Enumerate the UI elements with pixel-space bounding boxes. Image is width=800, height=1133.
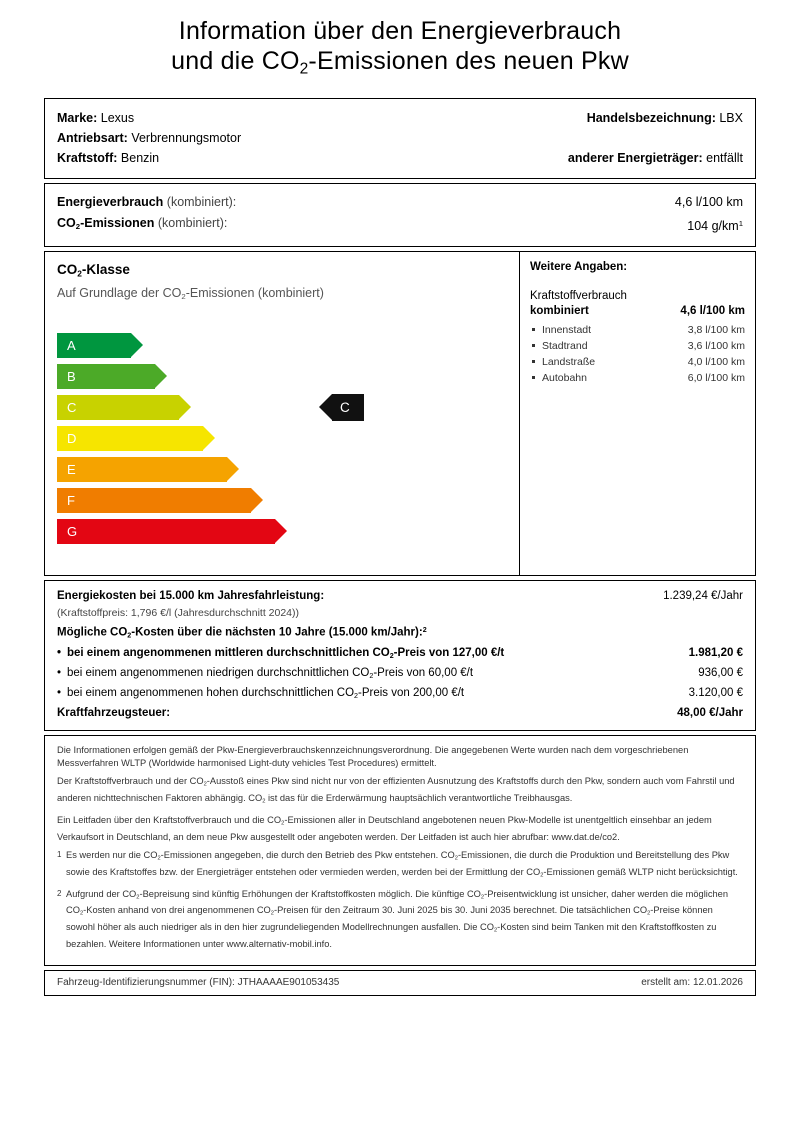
other-energy-value: entfällt <box>706 151 743 166</box>
energy-consumption-value: 4,6 l/100 km <box>674 195 743 210</box>
co2-class-letter: F <box>67 492 75 508</box>
co2-class-letter: C <box>67 399 77 415</box>
energy-consumption-label-text: Energieverbrauch <box>57 195 164 210</box>
drive-field <box>57 128 241 148</box>
co2-class-letter: D <box>67 430 77 446</box>
fuel-consumption-item <box>530 338 745 354</box>
co2-costs-heading: Mögliche $CO_2$-Kosten über die nächsten 10 Jahre (15.000 km/Jahr):$^2$ <box>57 626 427 641</box>
co2-class-arrow-a <box>57 333 131 358</box>
co2-class-row-e <box>57 454 507 485</box>
vin-field <box>57 977 339 988</box>
co2-class-letter: B <box>67 368 76 384</box>
co2-class-scale <box>45 252 519 575</box>
co2-class-subheading: Auf Grundlage der $CO_2$-Emissionen (kombiniert) <box>57 285 324 301</box>
page-title-line2: und die $CO_2$-Emissionen des neuen Pkw <box>171 47 629 78</box>
co2-class-row-g <box>57 516 507 547</box>
co2-cost-row-value: 1.981,20 € <box>688 647 743 660</box>
vehicle-row-fuel <box>57 148 743 168</box>
co2-label-sub: 2 <box>75 222 81 232</box>
co2-emissions-footnote-marker: 1 <box>738 219 743 229</box>
brand-label: Marke: <box>57 111 98 126</box>
co2-class-arrow-c <box>57 395 179 420</box>
fuel-consumption-item <box>530 370 745 386</box>
legal-notes-block <box>44 735 756 966</box>
co2-class-selected-marker: C <box>332 394 364 421</box>
co2-cost-row-value: 936,00 € <box>698 667 743 680</box>
fuel-consumption-item-value: 4,0 l/100 km <box>687 356 745 369</box>
co2-label-a: CO <box>57 216 76 231</box>
co2-class-row-b <box>57 361 507 392</box>
co2-class-row-a <box>57 330 507 361</box>
fuel-consumption-item-value: 3,6 l/100 km <box>687 340 745 353</box>
fuel-price-note: (Kraftstoffpreis: 1,796 €/l (Jahresdurchschnitt 2024)) <box>57 607 300 620</box>
vehicle-tax-value: 48,00 €/Jahr <box>677 706 743 719</box>
other-energy-field <box>568 148 743 168</box>
co2-cost-row-label: • bei einem angenommenen hohen durchschnittlichen $CO_2$-Preis von 200,00 €/t <box>57 685 464 705</box>
energy-consumption-label <box>57 192 236 213</box>
other-energy-label: anderer Energieträger: <box>567 151 703 166</box>
fuel-consumption-item-label: Innenstadt <box>530 322 591 338</box>
energy-consumption-row <box>57 192 743 213</box>
energy-costs-label: Energiekosten bei 15.000 km Jahresfahrleistung: <box>57 590 325 603</box>
co2-class-arrow-e <box>57 457 227 482</box>
co2-label-suffix: (kombiniert): <box>157 216 228 231</box>
vehicle-tax-label: Kraftfahrzeugsteuer: <box>57 706 171 719</box>
vehicle-row-brand <box>57 108 743 128</box>
legal-footnote-2-marker: 2 <box>57 888 62 898</box>
fuel-consumption-item-label: Landstraße <box>530 354 595 370</box>
fuel-consumption-breakdown-list <box>530 322 745 386</box>
co2-cost-row <box>57 685 743 705</box>
model-value: LBX <box>719 111 743 126</box>
vin-value: JTHAAAAE901053435 <box>237 977 340 989</box>
energy-costs-row <box>57 588 743 605</box>
legal-paragraph-1: Die Informationen erfolgen gemäß der Pkw-Energieverbrauchskennzeichnungsverordnung. Die angegebenen Werte wurden nach dem vorgeschriebenen Messverfahren WLTP (Worldwide harmonised Light-duty vehicles Test Procedures) ermittelt. <box>57 744 689 769</box>
model-label: Handelsbezeichnung: <box>586 111 716 126</box>
vehicle-tax-row <box>57 705 743 722</box>
co2-class-block <box>44 251 756 576</box>
co2-class-letter: G <box>67 523 78 539</box>
co2-emissions-label <box>57 213 227 237</box>
created-value: 12.01.2026 <box>692 977 743 989</box>
co2-cost-row-value: 3.120,00 € <box>688 687 743 699</box>
page-title <box>44 0 756 84</box>
costs-block <box>44 580 756 731</box>
fuel-field <box>57 148 159 168</box>
document-footer <box>44 970 756 996</box>
co2-class-heading: $CO_2$-Klasse <box>57 262 130 279</box>
co2-class-letter: A <box>67 337 76 353</box>
brand-field <box>57 108 134 128</box>
co2-class-letter: E <box>67 461 76 477</box>
fuel-consumption-combined-row <box>530 304 745 319</box>
energy-consumption-label-suffix: (kombiniert): <box>166 195 237 210</box>
fuel-label: Kraftstoff: <box>57 151 118 166</box>
fuel-consumption-combined-label: kombiniert <box>530 305 589 318</box>
drive-value: Verbrennungsmotor <box>131 131 242 146</box>
co2-class-bars <box>57 330 507 547</box>
drive-label: Antriebsart: <box>57 131 128 146</box>
vehicle-row-drive <box>57 128 743 148</box>
fuel-consumption-item-value: 3,8 l/100 km <box>687 324 745 337</box>
brand-value: Lexus <box>100 111 135 126</box>
fuel-consumption-item-label: Autobahn <box>530 370 587 386</box>
fuel-consumption-item <box>530 322 745 338</box>
page-title-line1: Information über den Energieverbrauch <box>178 17 622 45</box>
legal-footnote-1-marker: 1 <box>57 850 62 860</box>
co2-class-row-d <box>57 423 507 454</box>
co2-emissions-value-text: 104 g/km <box>687 219 739 234</box>
co2-cost-row-label: • bei einem angenommenen mittleren durchschnittlichen $CO_2$-Preis von 127,00 €/t <box>57 645 504 665</box>
legal-footnote-1: 1 Es werden nur die $CO_2$-Emissionen angegeben, die durch den Betrieb des Pkw entstehen. $CO_2$-Emissionen, die durch die Produktion und Bereitstellung des Pkw sowie des Kraftstoffes bzw. der Energieträger entstehen oder vermieden werden, werden bei der Ermittlung der $CO_2$-Emissionen gemäß WLTP nicht berücksichtigt. <box>57 850 738 879</box>
created-field <box>641 977 743 988</box>
vehicle-info-block <box>44 98 756 179</box>
fuel-consumption-combined-value: 4,6 l/100 km <box>680 305 745 318</box>
fuel-consumption-item-label: Stadtrand <box>530 338 588 354</box>
legal-footnote-2: 2 Aufgrund der $CO_2$-Bepreisung sind künftig Erhöhungen der Kraftstoffkosten möglich. Die künftige $CO_2$-Preisentwicklung ist unsicher, daher werden die möglichen $CO_2$-Kosten anhand von drei angenommenen $CO_2$-Preisen für den Zeitraum 30. Juni 2025 bis 30. Juni 2035 berechnet. Die tatsächlichen $CO_2$-Preise können sowohl höher als auch niedriger als in den hier zugrundeliegenden Modellrechnungen ausfallen. Die $CO_2$-Kosten sind beim Tanken mit den Kraftstoffkosten zu bezahlen. Weitere Informationen unter www.alternativ-mobil.info. <box>57 888 729 950</box>
co2-class-arrow-b <box>57 364 155 389</box>
co2-cost-rows <box>57 645 743 705</box>
created-label: erstellt am: <box>641 977 691 989</box>
fuel-consumption-heading: Kraftstoffverbrauch <box>530 290 627 303</box>
consumption-block <box>44 183 756 247</box>
co2-class-row-c <box>57 392 507 423</box>
vin-label: Fahrzeug-Identifizierungsnummer (FIN): <box>57 977 235 989</box>
co2-cost-row <box>57 645 743 665</box>
co2-cost-row-label: • bei einem angenommenen niedrigen durchschnittlichen $CO_2$-Preis von 60,00 €/t <box>57 665 473 685</box>
co2-class-row-f <box>57 485 507 516</box>
co2-emissions-value <box>687 213 743 237</box>
co2-emissions-row <box>57 213 743 237</box>
co2-cost-row <box>57 665 743 685</box>
legal-paragraph-2: Der Kraftstoffverbrauch und der $CO_2$-Ausstoß eines Pkw sind nicht nur von der effizienten Ausnutzung des Kraftstoffs durch den Pkw, sondern auch vom Fahrstil und anderen nichttechnischen Faktoren abhängig. $CO_2$ ist das für die Erderwärmung hauptsächlich verantwortliche Treibhausgas. <box>57 776 735 805</box>
energy-costs-value: 1.239,24 €/Jahr <box>663 590 743 603</box>
co2-class-arrow-f <box>57 488 251 513</box>
model-field <box>587 108 743 128</box>
fuel-consumption-item <box>530 354 745 370</box>
further-info-panel <box>519 252 755 575</box>
fuel-value: Benzin <box>120 151 160 166</box>
legal-paragraph-3: Ein Leitfaden über den Kraftstoffverbrauch und die $CO_2$-Emissionen aller in Deutschland angebotenen neuen Pkw-Modelle ist unentgeltlich einsehbar an jedem Verkaufsort in Deutschland, an dem neue Pkw ausgestellt oder angeboten werden. Der Leitfaden ist auch hier abrufbar: www.dat.de/co2. <box>57 815 712 842</box>
co2-label-b: -Emissionen <box>80 216 155 231</box>
co2-class-arrow-d <box>57 426 203 451</box>
further-info-title: Weitere Angaben: <box>530 261 628 274</box>
co2-class-arrow-g <box>57 519 275 544</box>
fuel-consumption-item-value: 6,0 l/100 km <box>687 372 745 385</box>
